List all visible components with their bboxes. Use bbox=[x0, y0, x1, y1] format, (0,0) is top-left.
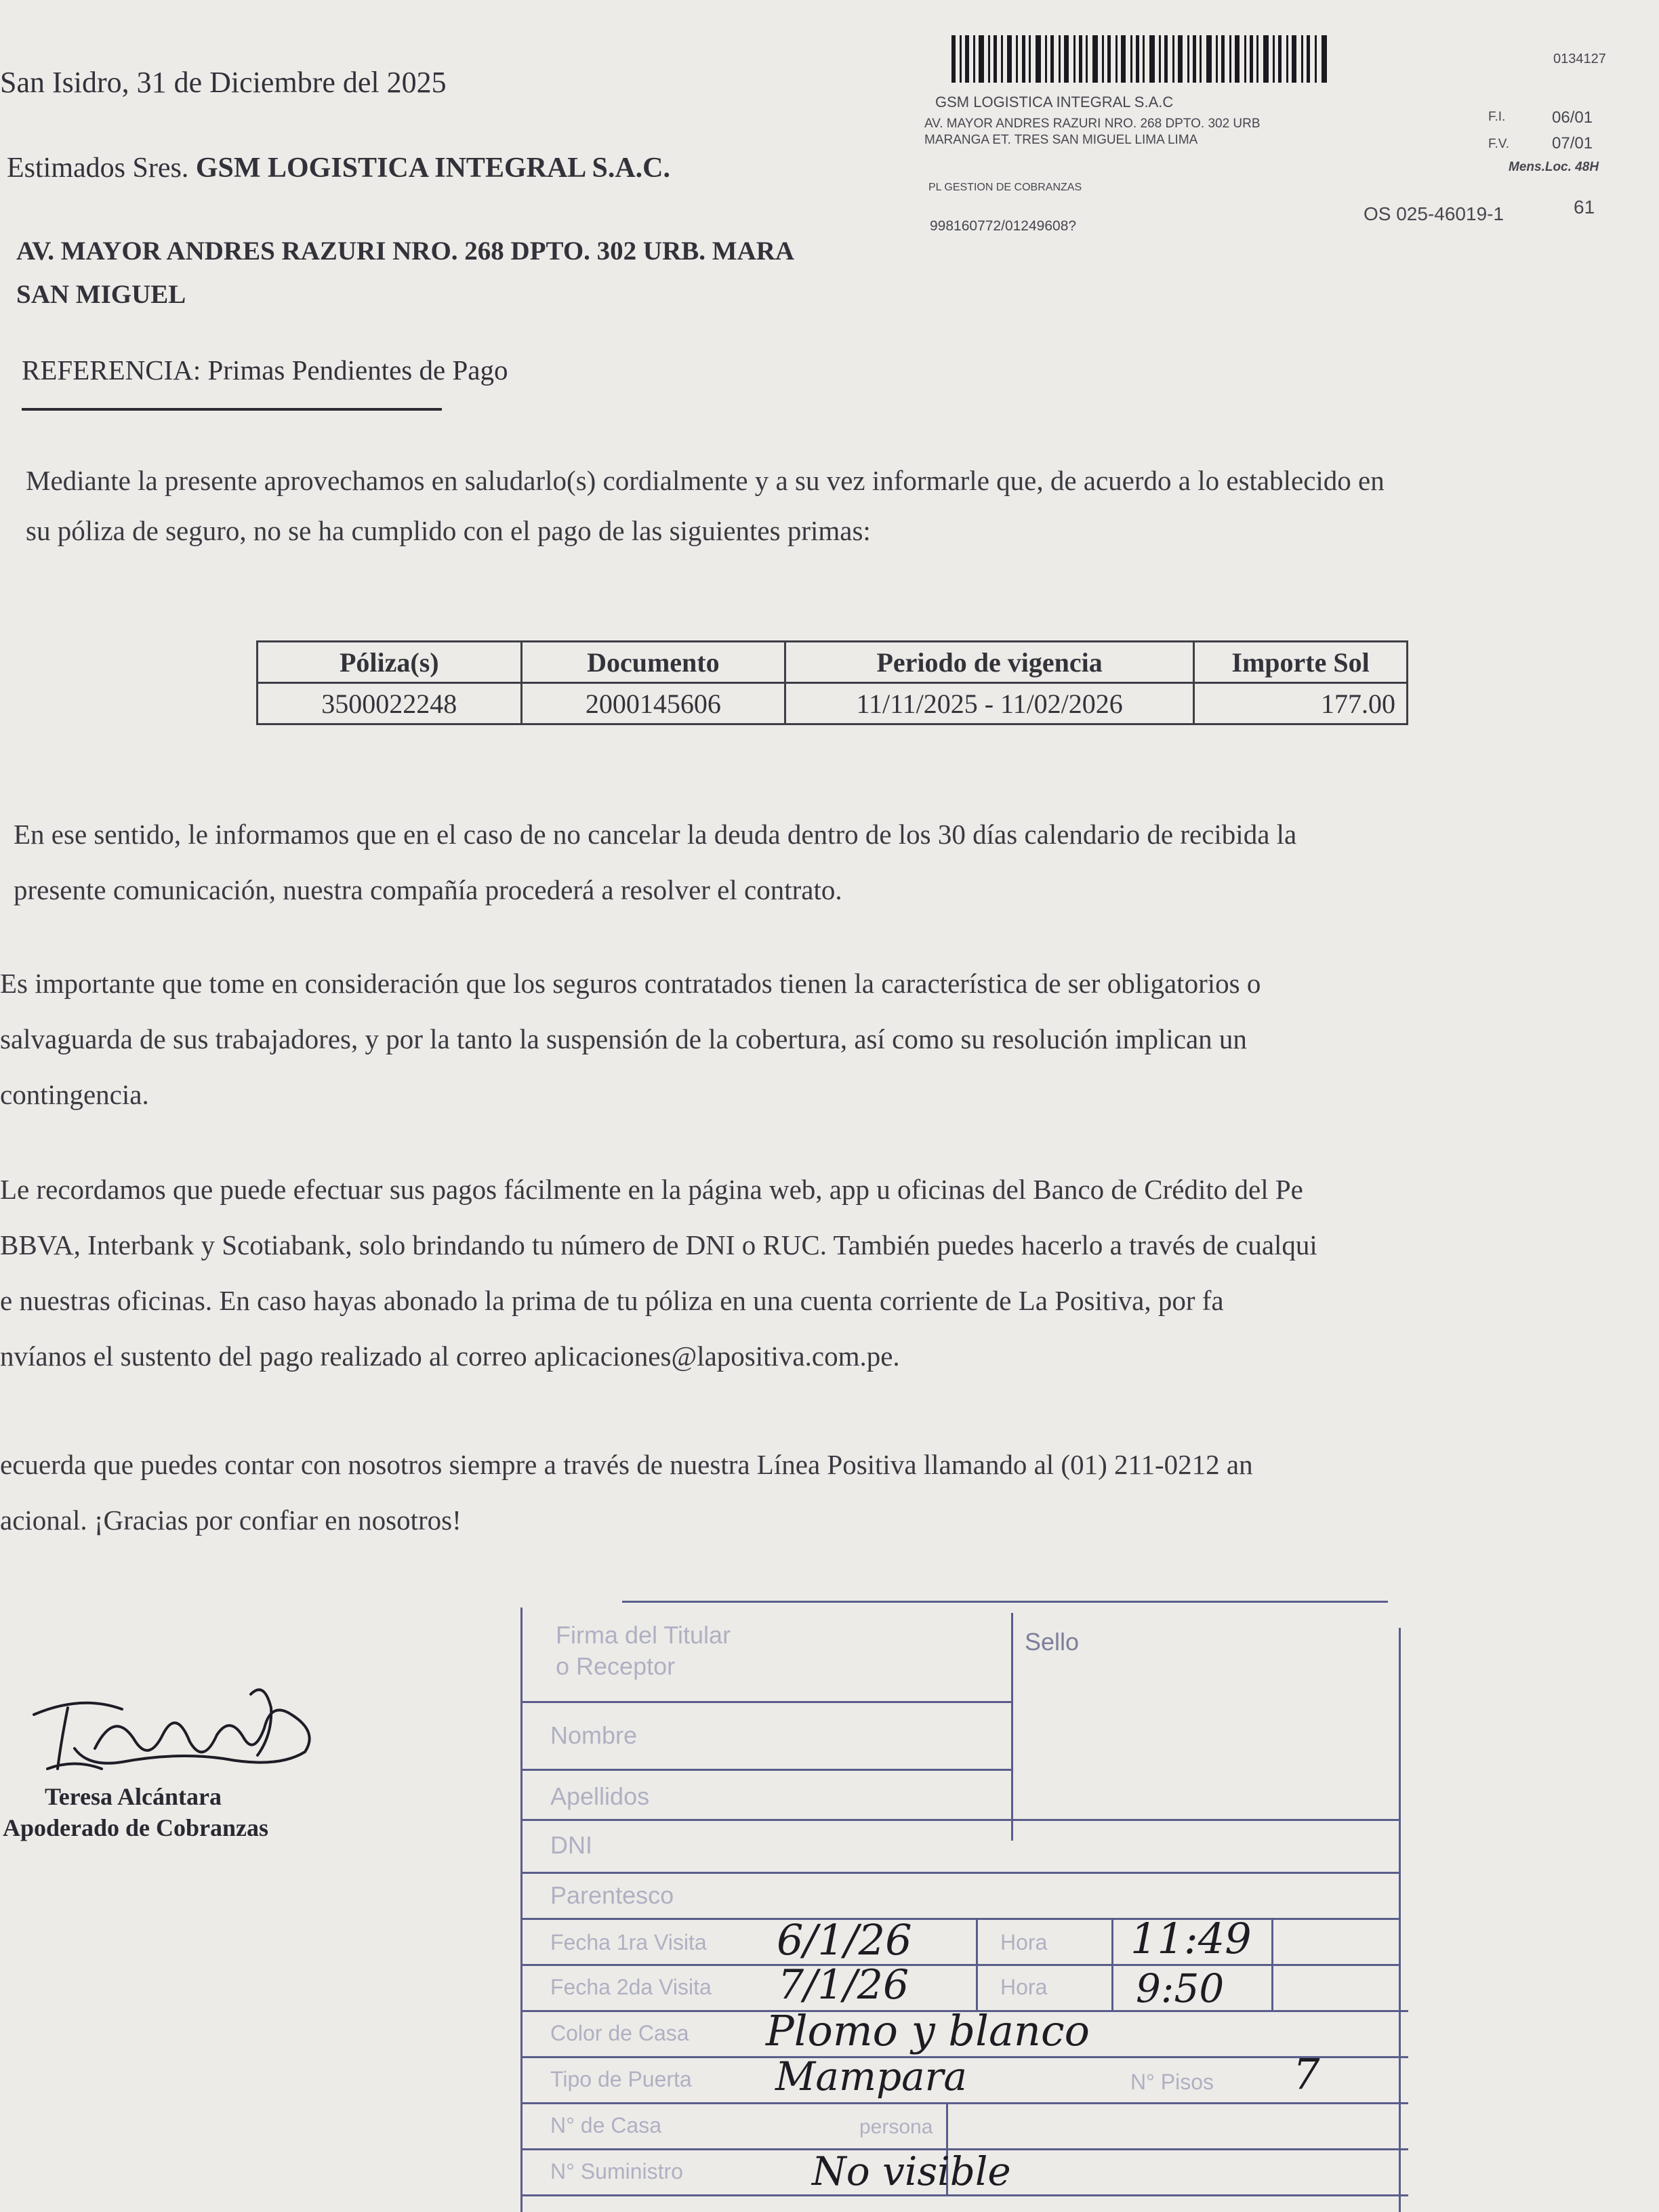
label-faint-line: PL GESTION DE COBRANZAS bbox=[928, 182, 1082, 193]
salutation bbox=[7, 152, 670, 184]
paragraph-obligatorios bbox=[0, 956, 1261, 1122]
label-n-suministro: N° Suministro bbox=[550, 2159, 683, 2184]
label-n-casa-sub: persona bbox=[859, 2116, 933, 2138]
form-line bbox=[1271, 1918, 1273, 2010]
salutation-prefix: Estimados Sres. bbox=[7, 152, 189, 184]
paragraph-line: contingencia. bbox=[0, 1079, 149, 1110]
delivery-receipt-form bbox=[520, 1601, 1403, 2212]
reference: REFERENCIA: Primas Pendientes de Pago bbox=[22, 354, 508, 386]
table-row bbox=[258, 683, 1408, 724]
value-hora-2: 9:50 bbox=[1136, 1965, 1225, 2011]
paragraph-line: ecuerda que puedes contar con nosotros siempre a través de nuestra Línea Positiva llamando al (01) 211-0212 an bbox=[0, 1449, 1253, 1480]
paragraph-linea-positiva bbox=[0, 1437, 1253, 1548]
value-n-suministro: No visible bbox=[812, 2148, 1011, 2194]
value-n-pisos: 7 bbox=[1293, 2049, 1320, 2099]
label-dni: DNI bbox=[550, 1831, 592, 1859]
paragraph-line: presente comunicación, nuestra compañía procederá a resolver el contrato. bbox=[14, 874, 842, 905]
form-line bbox=[520, 1607, 523, 2212]
place-date: San Isidro, 31 de Diciembre del 2025 bbox=[0, 66, 447, 99]
paragraph-line: e nuestras oficinas. En caso hayas abonado la prima de tu póliza en una cuenta corriente de La Positiva, por fa bbox=[0, 1285, 1224, 1316]
form-line bbox=[520, 1964, 1399, 1966]
form-line bbox=[520, 2194, 1408, 2196]
paragraph-line: En ese sentido, le informamos que en el caso de no cancelar la deuda dentro de los 30 días calendario de recibida la bbox=[14, 819, 1297, 850]
paragraph-line: salvaguarda de sus trabajadores, y por la tanto la suspensión de la cobertura, así como su resolución implican un bbox=[0, 1023, 1247, 1054]
label-firma-titular: Firma del Titular bbox=[556, 1621, 731, 1649]
header-periodo: Periodo de vigencia bbox=[785, 642, 1194, 683]
label-hora-2: Hora bbox=[1000, 1975, 1048, 1999]
form-line bbox=[520, 1918, 1399, 1920]
label-fv-value: 07/01 bbox=[1552, 134, 1593, 152]
table-header-row bbox=[258, 642, 1408, 683]
cell-periodo: 11/11/2025 - 11/02/2026 bbox=[785, 683, 1194, 724]
label-fi-value: 06/01 bbox=[1552, 108, 1593, 127]
primas-table bbox=[256, 640, 1408, 725]
label-apellidos: Apellidos bbox=[550, 1782, 650, 1810]
recipient-address-line2: SAN MIGUEL bbox=[16, 280, 186, 309]
cell-poliza: 3500022248 bbox=[258, 683, 522, 724]
reference-underline bbox=[22, 408, 442, 411]
label-fv: F.V. bbox=[1488, 137, 1509, 151]
form-line bbox=[520, 2102, 1408, 2104]
signer-name: Teresa Alcántara bbox=[45, 1783, 222, 1810]
intro-line: Mediante la presente aprovechamos en saludarlo(s) cordialmente y a su vez informarle que, de acuerdo a lo establecido en bbox=[26, 465, 1385, 496]
label-fi: F.I. bbox=[1488, 110, 1506, 124]
label-tipo-puerta: Tipo de Puerta bbox=[550, 2067, 692, 2091]
label-os: OS 025-46019-1 bbox=[1364, 203, 1504, 224]
form-line bbox=[520, 1701, 1011, 1703]
value-fecha-1ra-visita: 6/1/26 bbox=[777, 1915, 912, 1965]
label-address-1: AV. MAYOR ANDRES RAZURI NRO. 268 DPTO. 302 URB bbox=[924, 117, 1261, 131]
paragraph-plazo bbox=[14, 806, 1296, 918]
value-color-casa: Plomo y blanco bbox=[766, 2006, 1090, 2055]
intro-paragraph bbox=[26, 453, 1385, 558]
handwritten-signature bbox=[20, 1667, 325, 1789]
label-n-casa: N° de Casa bbox=[550, 2113, 661, 2137]
label-fecha-2da-visita: Fecha 2da Visita bbox=[550, 1975, 712, 1999]
form-line bbox=[520, 1872, 1399, 1874]
label-sello: Sello bbox=[1025, 1628, 1080, 1656]
form-line bbox=[976, 1918, 978, 2010]
header-poliza: Póliza(s) bbox=[258, 642, 522, 683]
cell-importe: 177.00 bbox=[1194, 683, 1408, 724]
label-os-number: 61 bbox=[1574, 197, 1595, 218]
paragraph-line: acional. ¡Gracias por confiar en nosotros! bbox=[0, 1504, 462, 1536]
barcode bbox=[951, 35, 1328, 83]
label-parentesco: Parentesco bbox=[550, 1881, 674, 1909]
label-tracking: 998160772/01249608? bbox=[930, 218, 1077, 234]
form-line bbox=[520, 1819, 1399, 1821]
form-line bbox=[520, 1769, 1011, 1771]
label-hora-1: Hora bbox=[1000, 1930, 1048, 1954]
signer-role: Apoderado de Cobranzas bbox=[3, 1814, 269, 1841]
paragraph-line: Le recordamos que puede efectuar sus pagos fácilmente en la página web, app u oficinas del Banco de Crédito del Pe bbox=[0, 1174, 1303, 1205]
form-line bbox=[1399, 1628, 1401, 2212]
recipient-company: GSM LOGISTICA INTEGRAL S.A.C. bbox=[195, 152, 671, 184]
label-code-top: 0134127 bbox=[1553, 52, 1606, 66]
paragraph-line: nvíanos el sustento del pago realizado al correo aplicaciones@lapositiva.com.pe. bbox=[0, 1340, 900, 1372]
label-firma-receptor: o Receptor bbox=[556, 1652, 676, 1680]
label-nombre: Nombre bbox=[550, 1721, 638, 1749]
value-fecha-2da-visita: 7/1/26 bbox=[778, 1961, 909, 2009]
paragraph-line: BBVA, Interbank y Scotiabank, solo brindando tu número de DNI o RUC. También puedes hacerlo a través de cualqui bbox=[0, 1229, 1317, 1261]
label-company: GSM LOGISTICA INTEGRAL S.A.C bbox=[935, 94, 1174, 110]
header-documento: Documento bbox=[521, 642, 785, 683]
label-fecha-1ra-visita: Fecha 1ra Visita bbox=[550, 1930, 707, 1954]
label-n-pisos: N° Pisos bbox=[1130, 2070, 1214, 2094]
header-importe: Importe Sol bbox=[1194, 642, 1408, 683]
recipient-address-line1: AV. MAYOR ANDRES RAZURI NRO. 268 DPTO. 302 URB. MARA bbox=[16, 237, 795, 266]
label-address-2: MARANGA ET. TRES SAN MIGUEL LIMA LIMA bbox=[924, 133, 1198, 147]
value-hora-1: 11:49 bbox=[1130, 1914, 1252, 1963]
label-color-casa: Color de Casa bbox=[550, 2021, 689, 2045]
form-line bbox=[1111, 1918, 1113, 2010]
barcode-graphic bbox=[951, 35, 1328, 83]
intro-line: su póliza de seguro, no se ha cumplido con el pago de las siguientes primas: bbox=[26, 515, 871, 546]
form-line bbox=[1011, 1613, 1013, 1841]
form-line bbox=[622, 1601, 1388, 1603]
paragraph-line: Es importante que tome en consideración que los seguros contratados tienen la característica de ser obligatorios o bbox=[0, 968, 1261, 999]
signature-image bbox=[20, 1667, 325, 1789]
cell-documento: 2000145606 bbox=[521, 683, 785, 724]
value-tipo-puerta: Mampara bbox=[775, 2053, 967, 2100]
paragraph-pagos bbox=[0, 1162, 1317, 1384]
label-mens: Mens.Loc. 48H bbox=[1509, 160, 1599, 174]
